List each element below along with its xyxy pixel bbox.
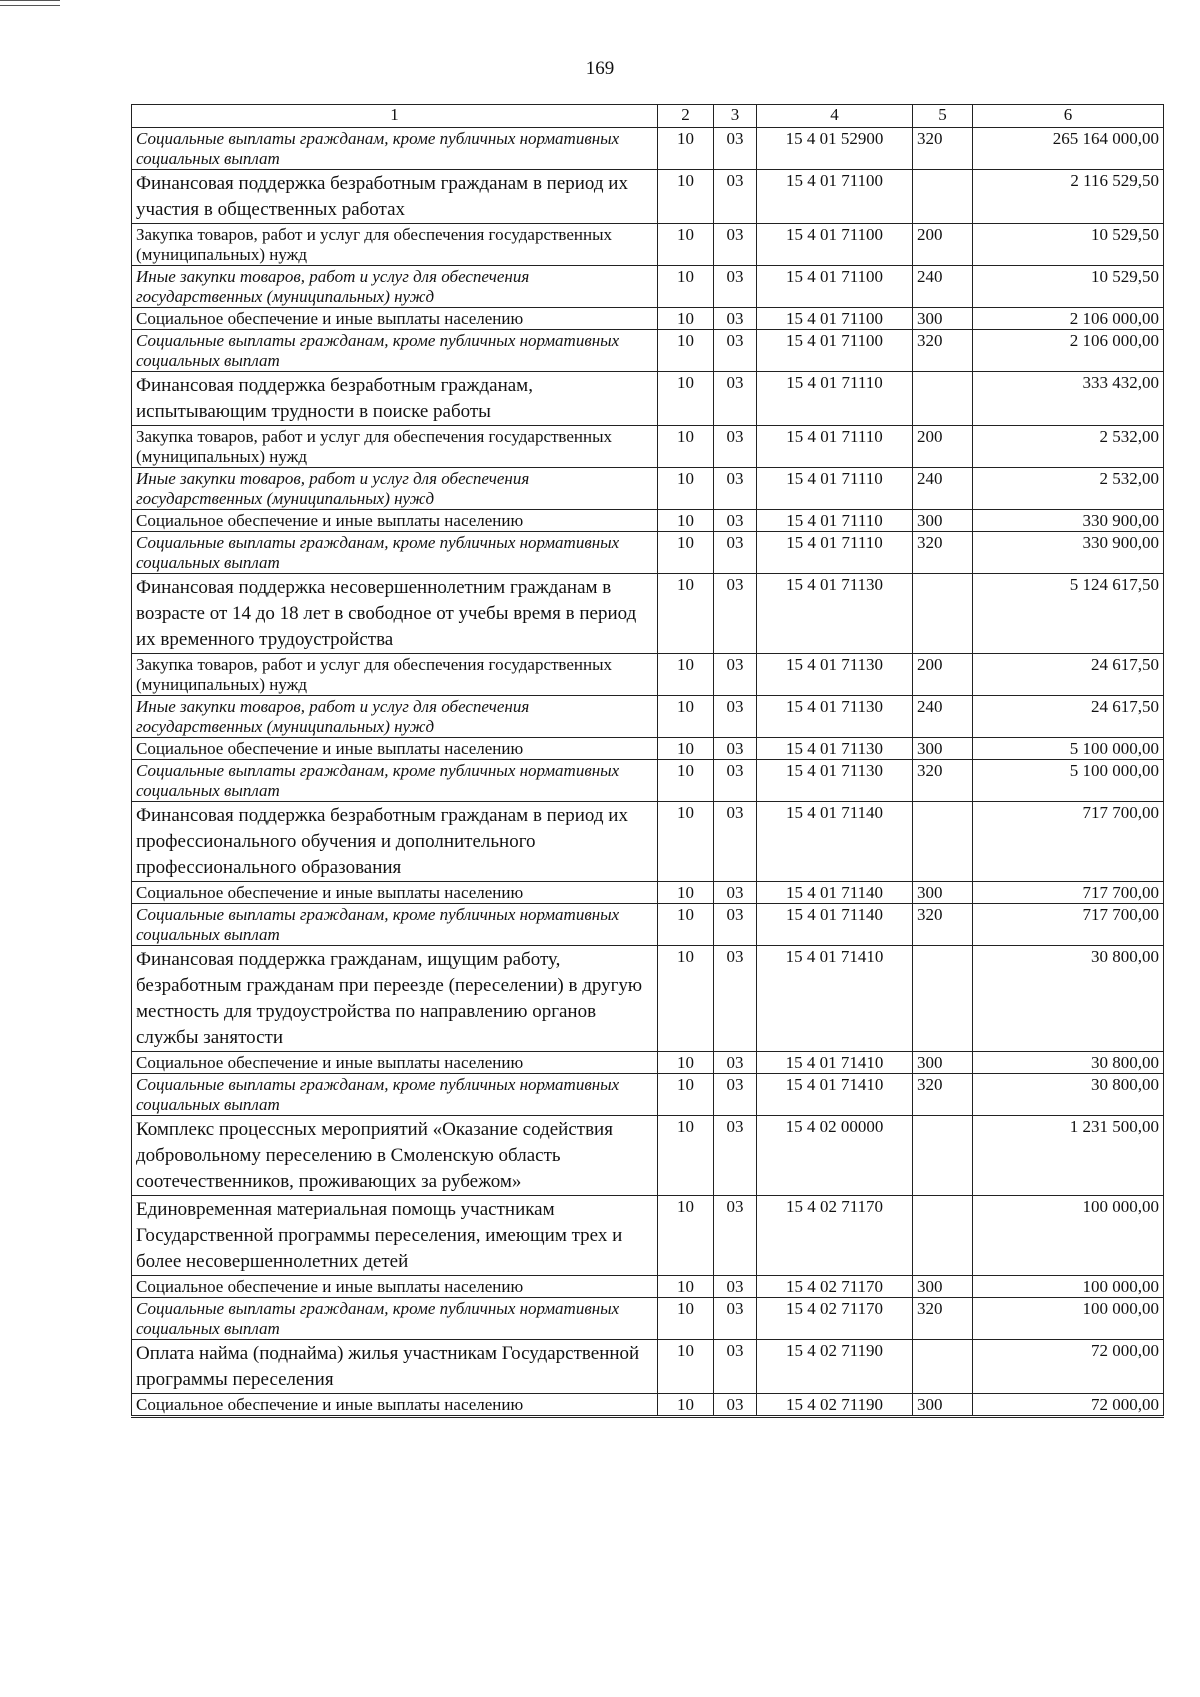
table-row <box>132 224 1164 266</box>
table-row <box>132 426 1164 468</box>
table-row <box>132 510 1164 532</box>
row-subsection-cell: 03 <box>714 372 757 426</box>
row-expense-type-cell: 200 <box>913 224 973 266</box>
row-amount-cell: 2 106 000,00 <box>973 330 1164 372</box>
table-row <box>132 308 1164 330</box>
row-name-cell: Социальные выплаты гражданам, кроме публичных нормативных социальных выплат <box>132 128 658 170</box>
row-expense-type-cell <box>913 1116 973 1196</box>
table-row <box>132 1340 1164 1394</box>
row-amount-cell: 30 800,00 <box>973 1052 1164 1074</box>
row-amount-cell: 2 532,00 <box>973 468 1164 510</box>
scan-corner-mark <box>0 0 60 6</box>
header-cell-3: 3 <box>714 105 757 128</box>
row-section-cell: 10 <box>658 468 714 510</box>
row-target-code-cell: 15 4 01 71110 <box>757 510 913 532</box>
row-section-cell: 10 <box>658 904 714 946</box>
row-expense-type-cell: 320 <box>913 1074 973 1116</box>
row-target-code-cell: 15 4 01 71410 <box>757 946 913 1052</box>
row-target-code-cell: 15 4 02 00000 <box>757 1116 913 1196</box>
row-target-code-cell: 15 4 01 71110 <box>757 426 913 468</box>
row-name-cell: Социальные выплаты гражданам, кроме публичных нормативных социальных выплат <box>132 1298 658 1340</box>
row-target-code-cell: 15 4 01 71100 <box>757 266 913 308</box>
table-row <box>132 802 1164 882</box>
table-row <box>132 904 1164 946</box>
row-subsection-cell: 03 <box>714 1196 757 1276</box>
header-row <box>132 105 1164 128</box>
row-amount-cell: 717 700,00 <box>973 802 1164 882</box>
row-target-code-cell: 15 4 01 71410 <box>757 1052 913 1074</box>
row-section-cell: 10 <box>658 1340 714 1394</box>
row-expense-type-cell: 300 <box>913 1394 973 1417</box>
table-row <box>132 468 1164 510</box>
row-name-cell: Закупка товаров, работ и услуг для обеспечения государственных (муниципальных) нужд <box>132 654 658 696</box>
row-name-cell: Социальные выплаты гражданам, кроме публичных нормативных социальных выплат <box>132 330 658 372</box>
row-subsection-cell: 03 <box>714 760 757 802</box>
header-cell-6: 6 <box>973 105 1164 128</box>
row-name-cell: Единовременная материальная помощь участникам Государственной программы переселения, имеющим трех и более несовершеннолетних детей <box>132 1196 658 1276</box>
table-row <box>132 1052 1164 1074</box>
row-target-code-cell: 15 4 01 52900 <box>757 128 913 170</box>
row-name-cell: Закупка товаров, работ и услуг для обеспечения государственных (муниципальных) нужд <box>132 224 658 266</box>
row-name-cell: Социальное обеспечение и иные выплаты населению <box>132 510 658 532</box>
row-amount-cell: 72 000,00 <box>973 1394 1164 1417</box>
row-subsection-cell: 03 <box>714 946 757 1052</box>
budget-table <box>131 104 1164 1418</box>
row-expense-type-cell: 300 <box>913 1052 973 1074</box>
row-subsection-cell: 03 <box>714 882 757 904</box>
row-section-cell: 10 <box>658 1052 714 1074</box>
table-row <box>132 170 1164 224</box>
row-amount-cell: 330 900,00 <box>973 532 1164 574</box>
row-subsection-cell: 03 <box>714 170 757 224</box>
row-amount-cell: 265 164 000,00 <box>973 128 1164 170</box>
row-section-cell: 10 <box>658 170 714 224</box>
row-subsection-cell: 03 <box>714 510 757 532</box>
row-name-cell: Финансовая поддержка безработным гражданам в период их участия в общественных работах <box>132 170 658 224</box>
row-subsection-cell: 03 <box>714 1276 757 1298</box>
row-amount-cell: 2 106 000,00 <box>973 308 1164 330</box>
row-expense-type-cell: 200 <box>913 426 973 468</box>
row-subsection-cell: 03 <box>714 696 757 738</box>
row-name-cell: Закупка товаров, работ и услуг для обеспечения государственных (муниципальных) нужд <box>132 426 658 468</box>
row-amount-cell: 100 000,00 <box>973 1276 1164 1298</box>
row-expense-type-cell: 320 <box>913 330 973 372</box>
table-row <box>132 760 1164 802</box>
row-amount-cell: 2 532,00 <box>973 426 1164 468</box>
row-section-cell: 10 <box>658 1074 714 1116</box>
row-subsection-cell: 03 <box>714 1116 757 1196</box>
row-target-code-cell: 15 4 01 71140 <box>757 802 913 882</box>
row-expense-type-cell <box>913 1340 973 1394</box>
row-name-cell: Финансовая поддержка безработным гражданам в период их профессионального обучения и дополнительного профессионального образования <box>132 802 658 882</box>
row-section-cell: 10 <box>658 946 714 1052</box>
table-row <box>132 1298 1164 1340</box>
row-target-code-cell: 15 4 02 71170 <box>757 1196 913 1276</box>
row-section-cell: 10 <box>658 1196 714 1276</box>
row-subsection-cell: 03 <box>714 532 757 574</box>
table-row <box>132 654 1164 696</box>
row-amount-cell: 330 900,00 <box>973 510 1164 532</box>
row-expense-type-cell: 300 <box>913 882 973 904</box>
row-name-cell: Социальное обеспечение и иные выплаты населению <box>132 1394 658 1417</box>
row-expense-type-cell: 320 <box>913 904 973 946</box>
row-amount-cell: 10 529,50 <box>973 224 1164 266</box>
row-section-cell: 10 <box>658 372 714 426</box>
table-row <box>132 330 1164 372</box>
header-cell-2: 2 <box>658 105 714 128</box>
row-expense-type-cell: 300 <box>913 308 973 330</box>
row-section-cell: 10 <box>658 1394 714 1417</box>
row-section-cell: 10 <box>658 1298 714 1340</box>
row-section-cell: 10 <box>658 330 714 372</box>
row-subsection-cell: 03 <box>714 1052 757 1074</box>
row-section-cell: 10 <box>658 760 714 802</box>
row-section-cell: 10 <box>658 696 714 738</box>
row-name-cell: Комплекс процессных мероприятий «Оказание содействия добровольному переселению в Смоленскую область соотечественников, проживающих за рубежом» <box>132 1116 658 1196</box>
row-target-code-cell: 15 4 02 71190 <box>757 1340 913 1394</box>
table-row <box>132 372 1164 426</box>
table-row <box>132 882 1164 904</box>
table-row <box>132 696 1164 738</box>
row-expense-type-cell: 320 <box>913 1298 973 1340</box>
row-target-code-cell: 15 4 01 71100 <box>757 308 913 330</box>
row-target-code-cell: 15 4 01 71110 <box>757 532 913 574</box>
row-expense-type-cell: 320 <box>913 532 973 574</box>
row-target-code-cell: 15 4 01 71100 <box>757 170 913 224</box>
row-section-cell: 10 <box>658 426 714 468</box>
row-subsection-cell: 03 <box>714 738 757 760</box>
row-target-code-cell: 15 4 01 71130 <box>757 654 913 696</box>
header-cell-4: 4 <box>757 105 913 128</box>
row-section-cell: 10 <box>658 308 714 330</box>
table-row <box>132 1074 1164 1116</box>
row-expense-type-cell <box>913 574 973 654</box>
row-expense-type-cell <box>913 802 973 882</box>
row-target-code-cell: 15 4 01 71130 <box>757 738 913 760</box>
row-name-cell: Иные закупки товаров, работ и услуг для обеспечения государственных (муниципальных) нужд <box>132 468 658 510</box>
row-section-cell: 10 <box>658 224 714 266</box>
row-name-cell: Иные закупки товаров, работ и услуг для обеспечения государственных (муниципальных) нужд <box>132 696 658 738</box>
row-section-cell: 10 <box>658 510 714 532</box>
table-row <box>132 1276 1164 1298</box>
row-subsection-cell: 03 <box>714 574 757 654</box>
row-expense-type-cell <box>913 372 973 426</box>
table-row <box>132 128 1164 170</box>
table-row <box>132 946 1164 1052</box>
row-amount-cell: 2 116 529,50 <box>973 170 1164 224</box>
row-amount-cell: 100 000,00 <box>973 1298 1164 1340</box>
row-amount-cell: 100 000,00 <box>973 1196 1164 1276</box>
row-name-cell: Иные закупки товаров, работ и услуг для обеспечения государственных (муниципальных) нужд <box>132 266 658 308</box>
row-section-cell: 10 <box>658 802 714 882</box>
row-subsection-cell: 03 <box>714 468 757 510</box>
row-target-code-cell: 15 4 02 71170 <box>757 1276 913 1298</box>
table-row <box>132 266 1164 308</box>
row-name-cell: Оплата найма (поднайма) жилья участникам Государственной программы переселения <box>132 1340 658 1394</box>
row-amount-cell: 72 000,00 <box>973 1340 1164 1394</box>
row-target-code-cell: 15 4 02 71170 <box>757 1298 913 1340</box>
row-amount-cell: 24 617,50 <box>973 696 1164 738</box>
row-target-code-cell: 15 4 01 71130 <box>757 574 913 654</box>
row-section-cell: 10 <box>658 128 714 170</box>
row-expense-type-cell <box>913 170 973 224</box>
row-subsection-cell: 03 <box>714 308 757 330</box>
row-name-cell: Социальные выплаты гражданам, кроме публичных нормативных социальных выплат <box>132 760 658 802</box>
row-expense-type-cell <box>913 1196 973 1276</box>
row-target-code-cell: 15 4 01 71110 <box>757 372 913 426</box>
row-subsection-cell: 03 <box>714 1074 757 1116</box>
row-expense-type-cell: 300 <box>913 510 973 532</box>
row-target-code-cell: 15 4 01 71130 <box>757 760 913 802</box>
row-subsection-cell: 03 <box>714 654 757 696</box>
row-section-cell: 10 <box>658 738 714 760</box>
row-subsection-cell: 03 <box>714 266 757 308</box>
row-name-cell: Социальное обеспечение и иные выплаты населению <box>132 1276 658 1298</box>
row-subsection-cell: 03 <box>714 1394 757 1417</box>
header-cell-5: 5 <box>913 105 973 128</box>
row-subsection-cell: 03 <box>714 1340 757 1394</box>
row-target-code-cell: 15 4 01 71100 <box>757 224 913 266</box>
table-row <box>132 738 1164 760</box>
row-expense-type-cell: 240 <box>913 468 973 510</box>
row-name-cell: Социальные выплаты гражданам, кроме публичных нормативных социальных выплат <box>132 532 658 574</box>
row-expense-type-cell: 300 <box>913 738 973 760</box>
row-amount-cell: 5 100 000,00 <box>973 738 1164 760</box>
row-name-cell: Финансовая поддержка несовершеннолетним гражданам в возрасте от 14 до 18 лет в свободное от учебы время в период их временного трудоустройства <box>132 574 658 654</box>
header-cell-1: 1 <box>132 105 658 128</box>
row-amount-cell: 717 700,00 <box>973 882 1164 904</box>
row-target-code-cell: 15 4 01 71130 <box>757 696 913 738</box>
row-name-cell: Социальное обеспечение и иные выплаты населению <box>132 738 658 760</box>
table-row <box>132 1196 1164 1276</box>
row-expense-type-cell <box>913 946 973 1052</box>
row-subsection-cell: 03 <box>714 426 757 468</box>
row-section-cell: 10 <box>658 1116 714 1196</box>
row-name-cell: Социальное обеспечение и иные выплаты населению <box>132 1052 658 1074</box>
row-expense-type-cell: 200 <box>913 654 973 696</box>
row-amount-cell: 333 432,00 <box>973 372 1164 426</box>
table-row <box>132 532 1164 574</box>
row-amount-cell: 717 700,00 <box>973 904 1164 946</box>
row-section-cell: 10 <box>658 1276 714 1298</box>
row-subsection-cell: 03 <box>714 128 757 170</box>
row-target-code-cell: 15 4 01 71100 <box>757 330 913 372</box>
row-amount-cell: 5 100 000,00 <box>973 760 1164 802</box>
table-row <box>132 1394 1164 1417</box>
row-name-cell: Социальные выплаты гражданам, кроме публичных нормативных социальных выплат <box>132 904 658 946</box>
row-amount-cell: 24 617,50 <box>973 654 1164 696</box>
row-target-code-cell: 15 4 01 71140 <box>757 904 913 946</box>
row-name-cell: Социальное обеспечение и иные выплаты населению <box>132 882 658 904</box>
table-row <box>132 574 1164 654</box>
row-section-cell: 10 <box>658 266 714 308</box>
row-section-cell: 10 <box>658 882 714 904</box>
row-expense-type-cell: 320 <box>913 760 973 802</box>
row-name-cell: Финансовая поддержка безработным гражданам, испытывающим трудности в поиске работы <box>132 372 658 426</box>
row-subsection-cell: 03 <box>714 330 757 372</box>
row-section-cell: 10 <box>658 654 714 696</box>
page-number: 169 <box>585 58 615 79</box>
row-expense-type-cell: 320 <box>913 128 973 170</box>
row-target-code-cell: 15 4 01 71140 <box>757 882 913 904</box>
row-amount-cell: 30 800,00 <box>973 1074 1164 1116</box>
row-amount-cell: 1 231 500,00 <box>973 1116 1164 1196</box>
row-subsection-cell: 03 <box>714 802 757 882</box>
row-name-cell: Финансовая поддержка гражданам, ищущим работу, безработным гражданам при переезде (переселении) в другую местность для трудоустройства по направлению органов службы занятости <box>132 946 658 1052</box>
row-amount-cell: 30 800,00 <box>973 946 1164 1052</box>
row-expense-type-cell: 240 <box>913 266 973 308</box>
row-amount-cell: 10 529,50 <box>973 266 1164 308</box>
row-expense-type-cell: 300 <box>913 1276 973 1298</box>
row-subsection-cell: 03 <box>714 1298 757 1340</box>
table-row <box>132 1116 1164 1196</box>
row-name-cell: Социальные выплаты гражданам, кроме публичных нормативных социальных выплат <box>132 1074 658 1116</box>
row-target-code-cell: 15 4 01 71410 <box>757 1074 913 1116</box>
row-amount-cell: 5 124 617,50 <box>973 574 1164 654</box>
row-subsection-cell: 03 <box>714 224 757 266</box>
row-target-code-cell: 15 4 01 71110 <box>757 468 913 510</box>
row-subsection-cell: 03 <box>714 904 757 946</box>
row-section-cell: 10 <box>658 532 714 574</box>
row-target-code-cell: 15 4 02 71190 <box>757 1394 913 1417</box>
row-section-cell: 10 <box>658 574 714 654</box>
row-name-cell: Социальное обеспечение и иные выплаты населению <box>132 308 658 330</box>
table-body <box>132 128 1164 1417</box>
row-expense-type-cell: 240 <box>913 696 973 738</box>
